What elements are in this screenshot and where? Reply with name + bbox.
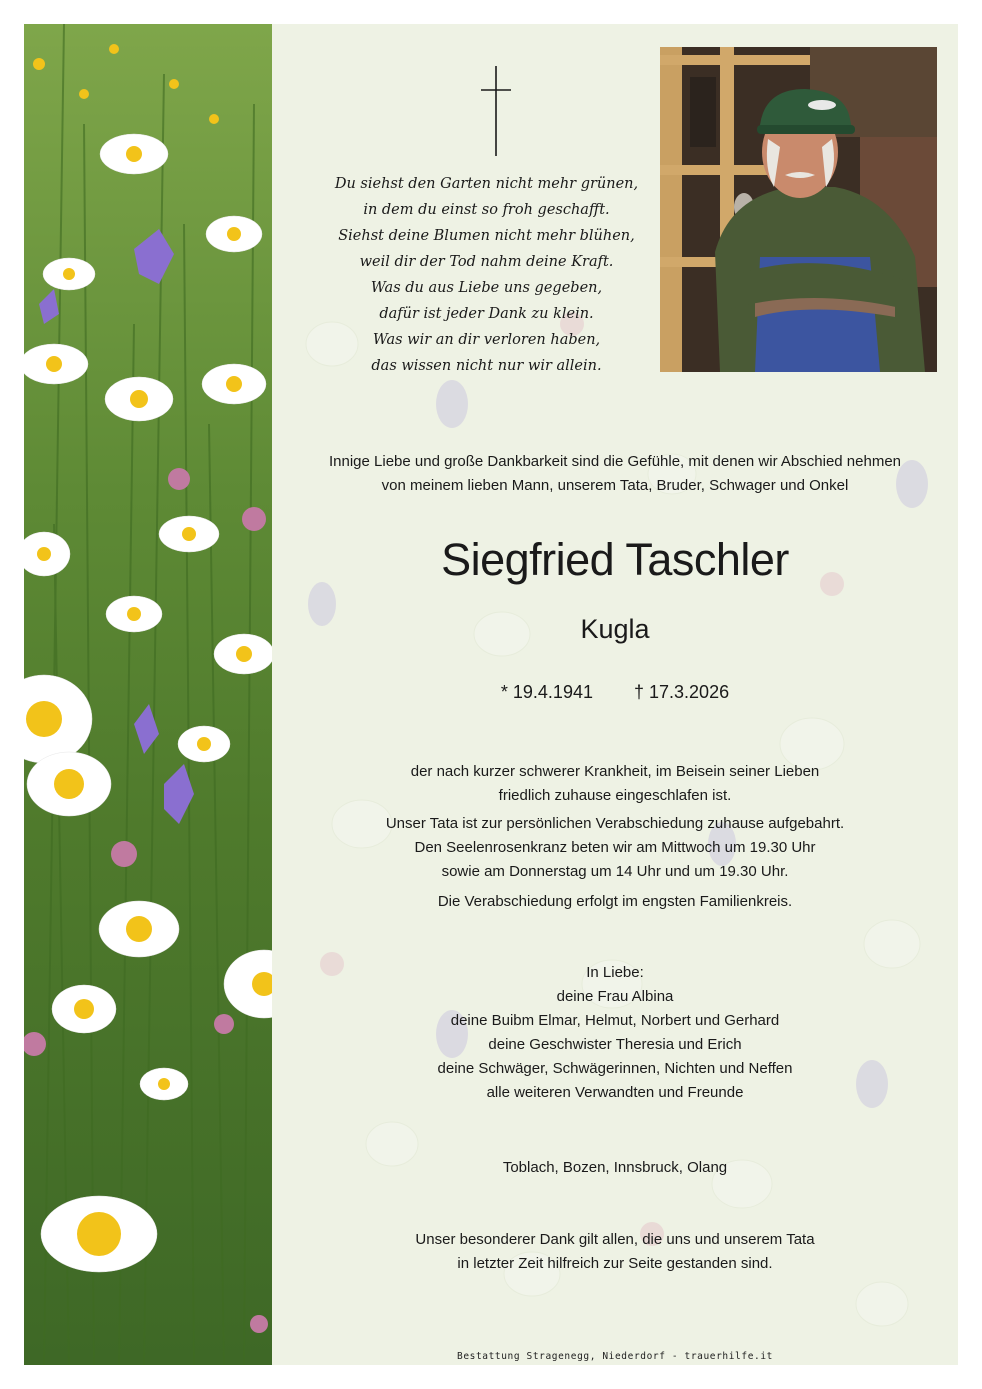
places-line: Toblach, Bozen, Innsbruck, Olang: [502, 1159, 728, 1176]
mourner-line: alle weiteren Verwandten und Freunde: [486, 1084, 744, 1101]
poem-line: in dem du einst so froh geschafft.: [363, 202, 610, 218]
death-date: † 17.3.2026: [634, 682, 730, 702]
deceased-nickname: Kugla: [580, 614, 650, 644]
poem-line: Was wir an dir verloren haben,: [372, 332, 601, 348]
obituary-sheet: [24, 24, 958, 1365]
memorial-poem: [309, 171, 664, 379]
funeral-home-footer: Bestattung Stragenegg, Niederdorf - trauerhilfe.it: [457, 1351, 773, 1362]
deceased-name: Siegfried Taschler: [441, 534, 789, 585]
intro-text: [272, 450, 958, 498]
intro-line: von meinem lieben Mann, unserem Tata, Bruder, Schwager und Onkel: [381, 477, 849, 494]
mourners-list: [272, 961, 958, 1105]
intro-line: Innige Liebe und große Dankbarkeit sind die Gefühle, mit denen wir Abschied nehmen: [328, 453, 902, 470]
mourner-line: deine Schwäger, Schwägerinnen, Nichten und Neffen: [437, 1060, 793, 1077]
poem-line: das wissen nicht nur wir allein.: [371, 358, 602, 374]
passing-notice: [272, 760, 958, 808]
poem-line: Siehst deine Blumen nicht mehr blühen,: [338, 228, 635, 244]
mourners-heading: In Liebe:: [586, 964, 644, 981]
wake-line: sowie am Donnerstag um 14 Uhr und um 19.30 Uhr.: [441, 863, 789, 880]
notice-line: der nach kurzer schwerer Krankheit, im Beisein seiner Lieben: [410, 763, 820, 780]
portrait-photo: [660, 47, 937, 372]
mourner-line: deine Frau Albina: [556, 988, 674, 1005]
poem-line: Du siehst den Garten nicht mehr grünen,: [334, 176, 639, 192]
mourner-line: deine Buibm Elmar, Helmut, Norbert und Gerhard: [450, 1012, 780, 1029]
wake-line: Unser Tata ist zur persönlichen Verabschiedung zuhause aufgebahrt.: [385, 815, 845, 832]
notice-line: friedlich zuhause eingeschlafen ist.: [498, 787, 732, 804]
meadow-photo: [24, 24, 272, 1365]
poem-line: dafür ist jeder Dank zu klein.: [379, 306, 594, 322]
mourner-line: deine Geschwister Theresia und Erich: [488, 1036, 742, 1053]
wake-notice: [272, 812, 958, 884]
thanks-text: [272, 1228, 958, 1276]
farewell-notice: Die Verabschiedung erfolgt im engsten Familienkreis.: [437, 893, 793, 910]
birth-date: * 19.4.1941: [500, 682, 593, 702]
poem-line: weil dir der Tod nahm deine Kraft.: [359, 254, 614, 270]
poem-line: Was du aus Liebe uns gegeben,: [370, 280, 603, 296]
cross-icon: [481, 66, 511, 156]
thanks-line: in letzter Zeit hilfreich zur Seite gestanden sind.: [457, 1255, 773, 1272]
wake-line: Den Seelenrosenkranz beten wir am Mittwoch um 19.30 Uhr: [414, 839, 816, 856]
thanks-line: Unser besonderer Dank gilt allen, die uns und unserem Tata: [415, 1231, 815, 1248]
life-dates: [272, 682, 958, 703]
